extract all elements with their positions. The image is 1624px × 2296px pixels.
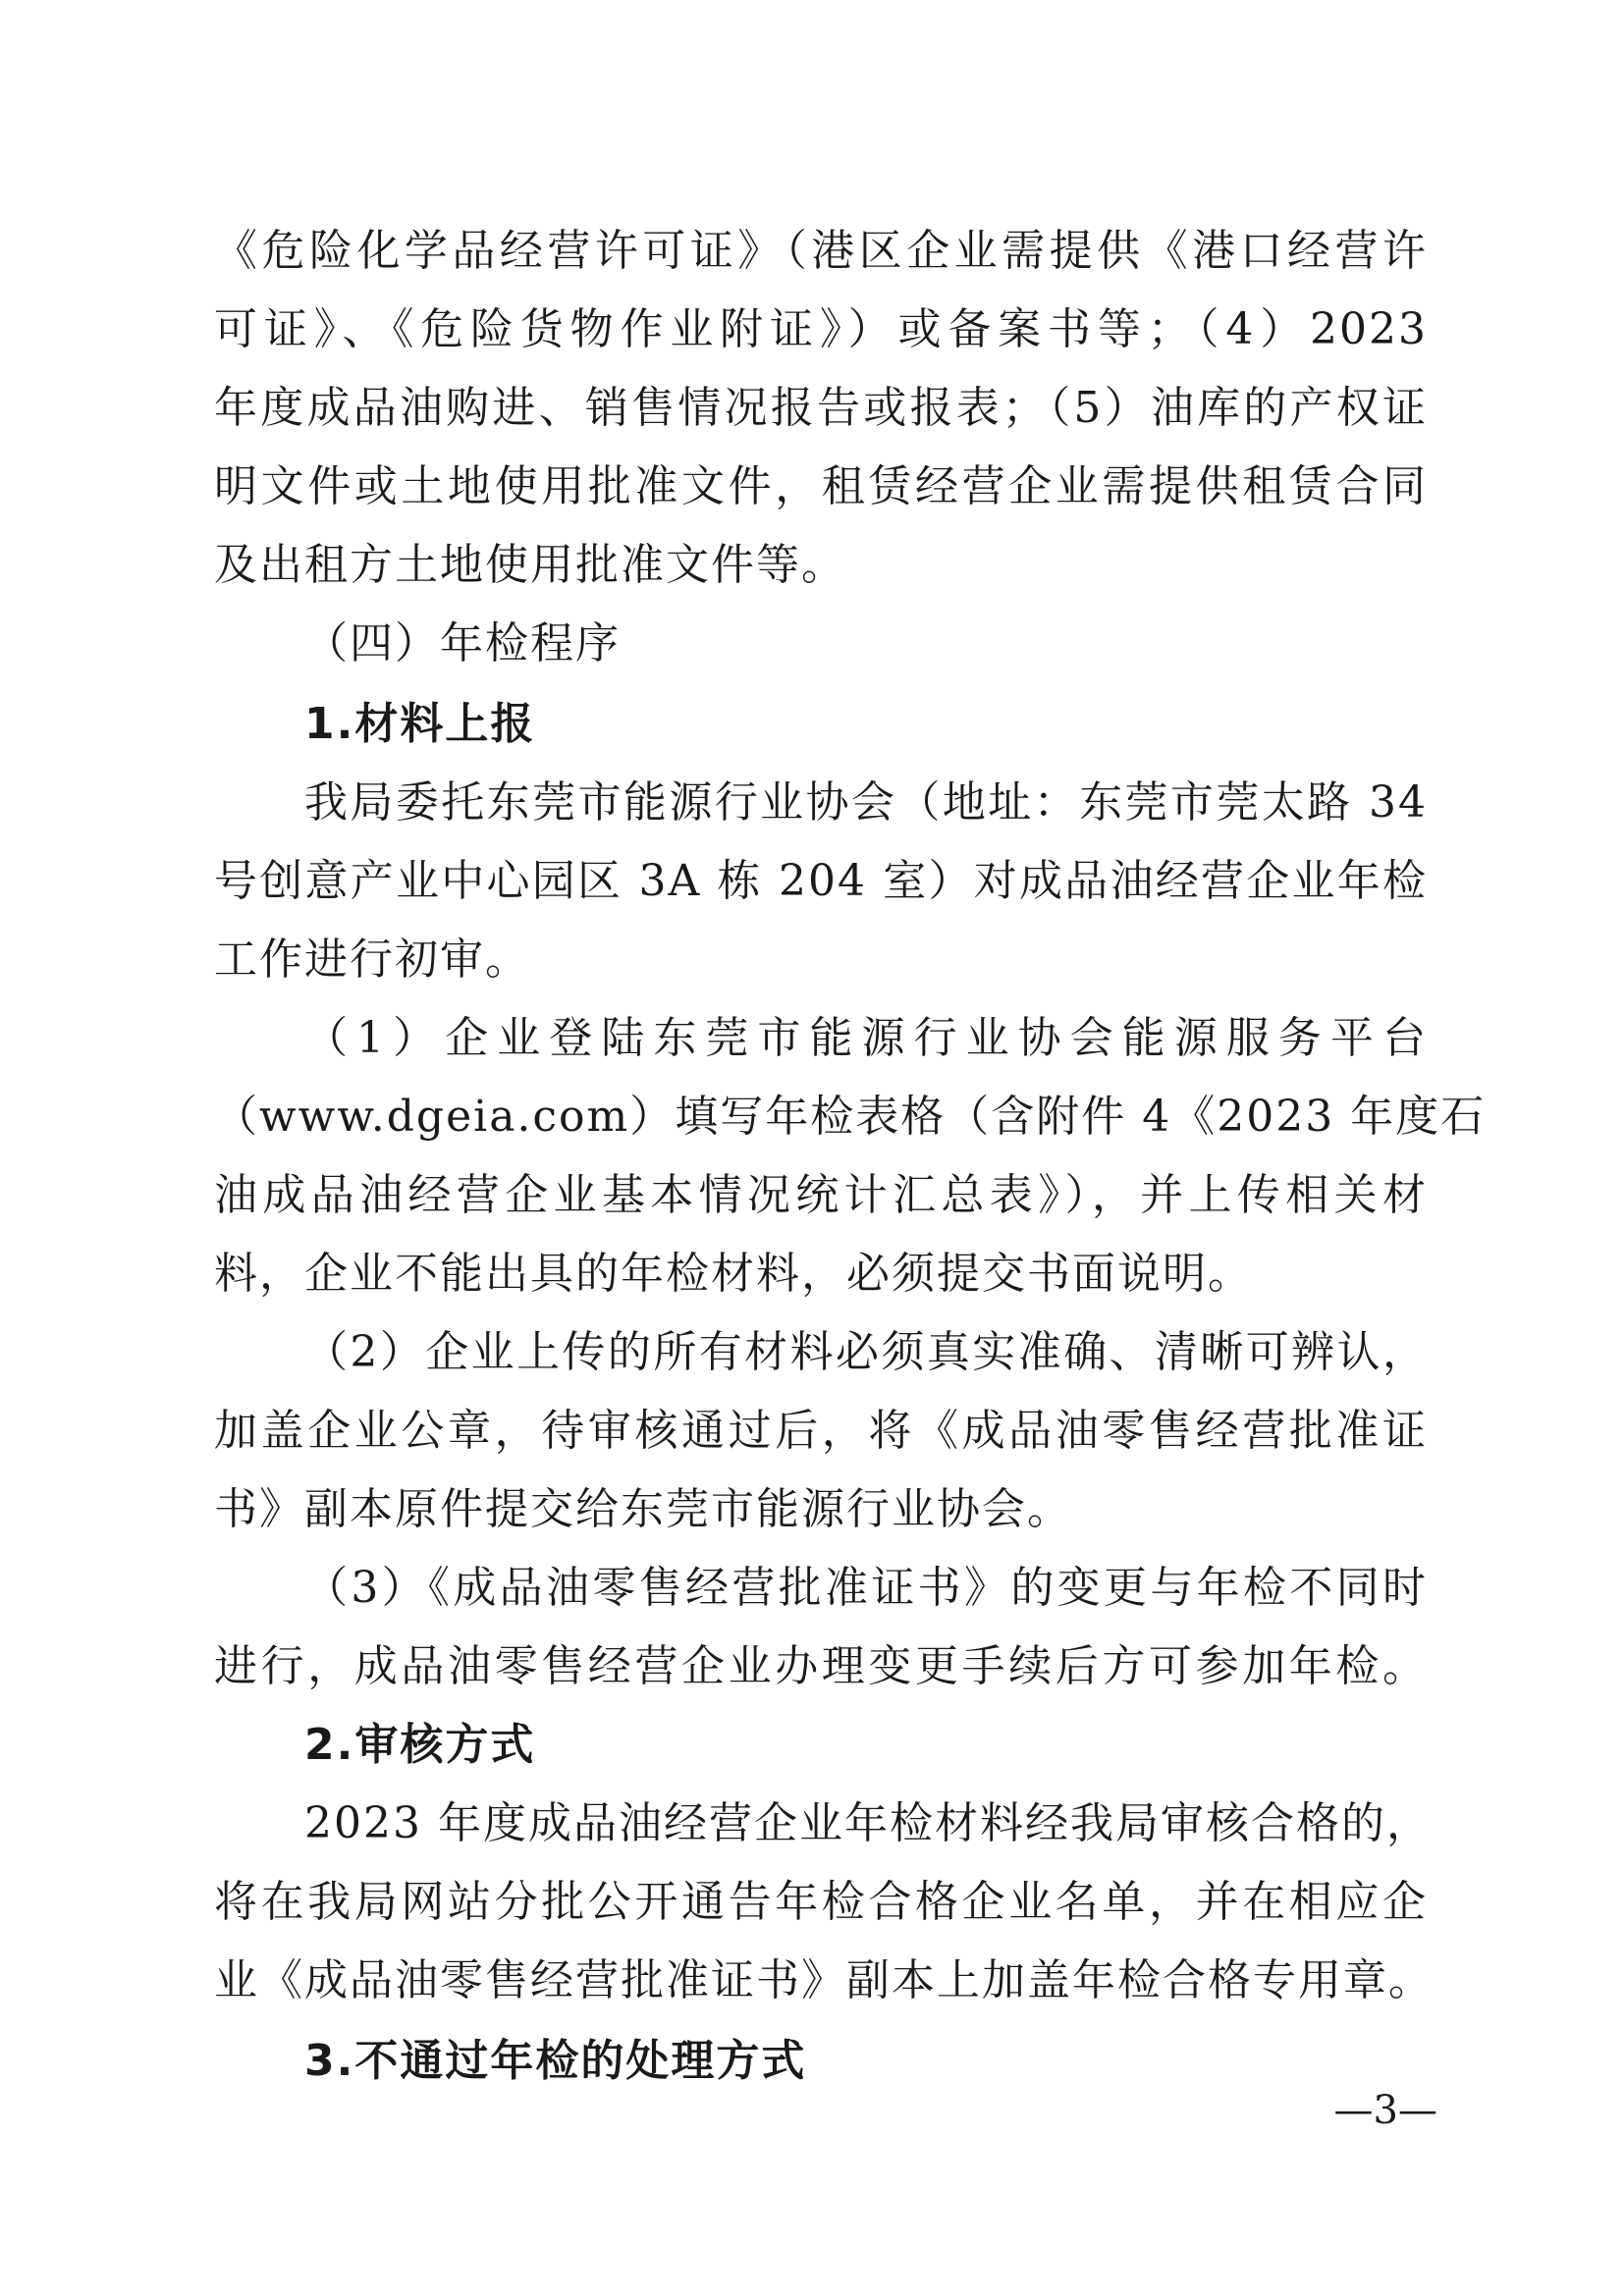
body-text-line: （www.dgeia.com）填写年检表格（含附件 4《2023 年度石 — [214, 1092, 1487, 1142]
body-text-line: 年度成品油购进、销售情况报告或报表；（5）油库的产权证 — [214, 383, 1428, 433]
body-text-line: 可证》、《危险货物作业附证》）或备案书等；（4）2023 — [214, 304, 1428, 354]
body-text-line: 《危险化学品经营许可证》（港区企业需提供《港口经营许 — [214, 226, 1428, 276]
body-text-line: 明文件或土地使用批准文件，租赁经营企业需提供租赁合同 — [214, 461, 1428, 511]
body-text-line: 料，企业不能出具的年检材料，必须提交书面说明。 — [214, 1249, 1253, 1299]
body-text-line: 我局委托东莞市能源行业协会（地址：东莞市莞太路 34 — [304, 777, 1428, 828]
body-text-line: 号创意产业中心园区 3A 栋 204 室）对成品油经营企业年检 — [214, 856, 1428, 906]
section-heading: （四）年检程序 — [304, 618, 621, 668]
body-text-line: 进行，成品油零售经营企业办理变更手续后方可参加年检。 — [214, 1641, 1428, 1691]
body-text-line: 工作进行初审。 — [214, 934, 530, 985]
body-text-line: （1）企业登陆东莞市能源行业协会能源服务平台 — [304, 1013, 1428, 1063]
body-text-line: 2023 年度成品油经营企业年检材料经我局审核合格的， — [304, 1798, 1432, 1848]
body-text-line: 油成品油经营企业基本情况统计汇总表》），并上传相关材 — [214, 1170, 1428, 1220]
subsection-heading: 1.材料上报 — [304, 699, 536, 749]
body-text-line: 将在我局网站分批公开通告年检合格企业名单，并在相应企 — [214, 1877, 1428, 1927]
subsection-heading: 2.审核方式 — [304, 1720, 536, 1770]
subsection-heading: 3.不通过年检的处理方式 — [304, 2036, 807, 2086]
page-number: —3— — [1333, 2088, 1437, 2133]
body-text-line: 加盖企业公章，待审核通过后，将《成品油零售经营批准证 — [214, 1406, 1428, 1456]
body-text-line: 书》副本原件提交给东莞市能源行业协会。 — [214, 1484, 1072, 1534]
body-text-line: （3）《成品油零售经营批准证书》的变更与年检不同时 — [304, 1563, 1428, 1613]
body-text-line: 业《成品油零售经营批准证书》副本上加盖年检合格专用章。 — [214, 1955, 1434, 2005]
body-text-line: （2）企业上传的所有材料必须真实准确、清晰可辨认， — [304, 1327, 1428, 1377]
body-text-line: 及出租方土地使用批准文件等。 — [214, 540, 846, 590]
